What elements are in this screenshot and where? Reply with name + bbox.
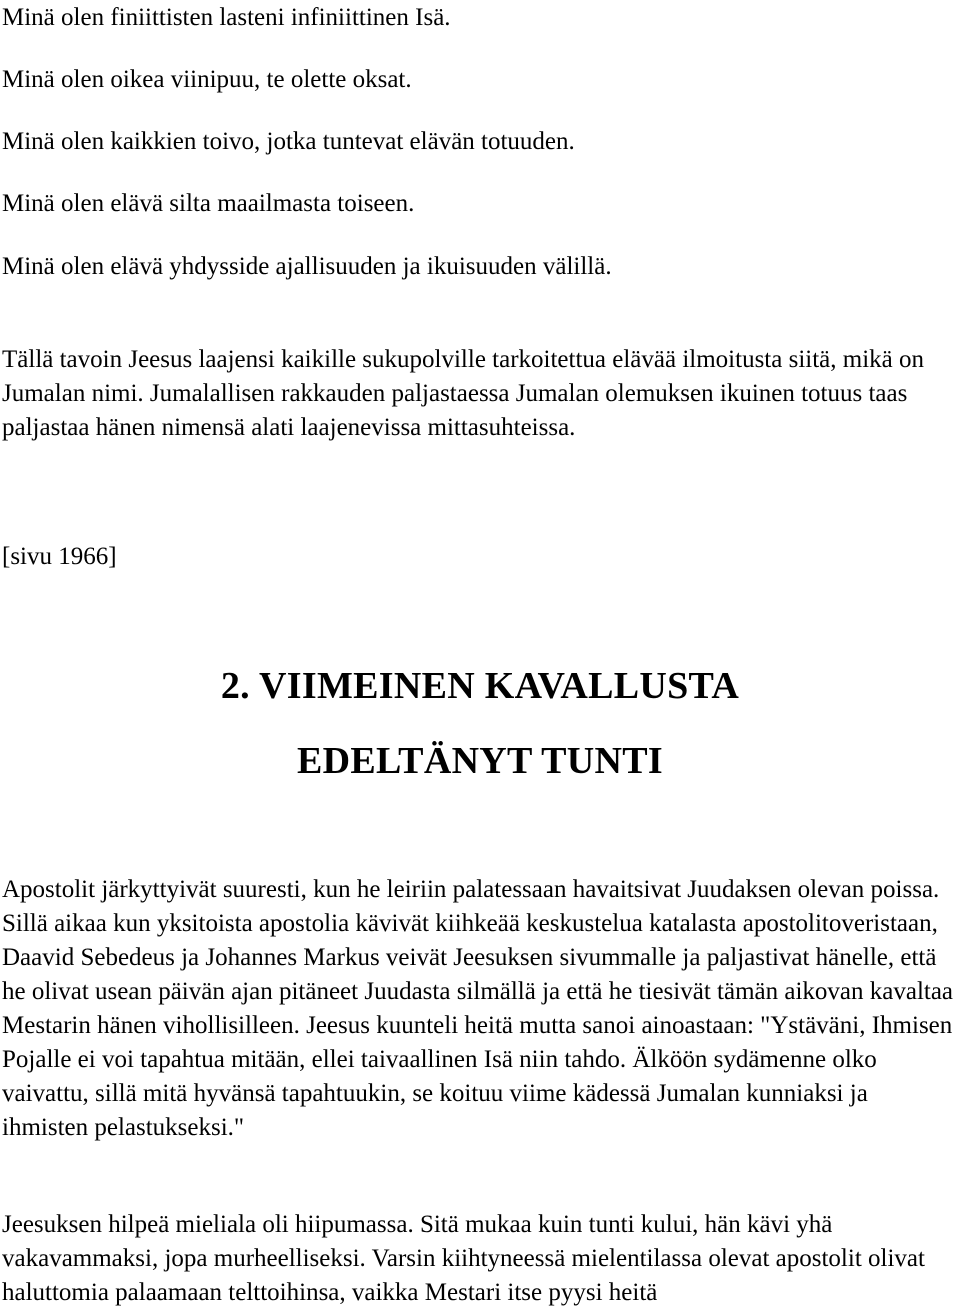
paragraph-apostles: Apostolit järkyttyivät suuresti, kun he leiriin palatessaan havaitsivat Juudaksen olevan poissa. Sillä aikaa kun yksitoista apostolia kävivät kiihkeää keskustelua katalasta apostolitoveristaan, Daavid Sebedeus ja Johannes Markus veivät Jeesuksen sivummalle ja paljastivat hänelle, että he olivat usean päivän ajan pitäneet Juudasta silmällä ja että he tiesivät tämän aikovan kavaltaa Mestarin hänen vihollisilleen. Jeesus kuunteli heitä mutta sanoi ainoastaan: "Ystäväni, Ihmisen Pojalle ei voi tapahtua mitään, ellei taivaallinen Isä niin tahdo. Älköön sydämenne olko vaivattu, sillä mitä hyvänsä tapahtuukin, se koituu viime kädessä Jumalan kunniaksi ja ihmisten pelastukseksi." (2, 876, 954, 1141)
paragraph-name-of-god: Tällä tavoin Jeesus laajensi kaikille sukupolville tarkoitettua elävää ilmoitusta siitä, mikä on Jumalan nimi. Jumalallisen rakkauden paljastaessa Jumalan olemuksen ikuinen totuus taas paljastaa hänen nimensä alati laajenevissa mittasuhteissa. (2, 346, 924, 441)
intro-line-4: Minä olen elävä silta maailmasta toiseen. (2, 190, 415, 217)
intro-line-5: Minä olen elävä yhdysside ajallisuuden ja ikuisuuden välillä. (2, 253, 612, 280)
intro-line-3: Minä olen kaikkien toivo, jotka tuntevat elävän totuuden. (2, 128, 575, 155)
page-marker: [sivu 1966] (2, 543, 117, 570)
intro-line-1: Minä olen finiittisten lasteni infiniittinen Isä. (2, 4, 451, 31)
paragraph-mood: Jeesuksen hilpeä mieliala oli hiipumassa. Sitä mukaa kuin tunti kului, hän kävi yhä vakavammaksi, jopa murheelliseksi. Varsin kiihtyneessä mielentilassa olevat apostolit olivat haluttomia palaamaan telttoihinsa, vaikka Mestari itse pyysi heitä (2, 1211, 925, 1306)
intro-line-2: Minä olen oikea viinipuu, te olette oksat. (2, 66, 412, 93)
section-heading-line-2: EDELTÄNYT TUNTI (296, 740, 663, 782)
section-heading-line-1: 2. VIIMEINEN KAVALLUSTA (220, 665, 740, 707)
